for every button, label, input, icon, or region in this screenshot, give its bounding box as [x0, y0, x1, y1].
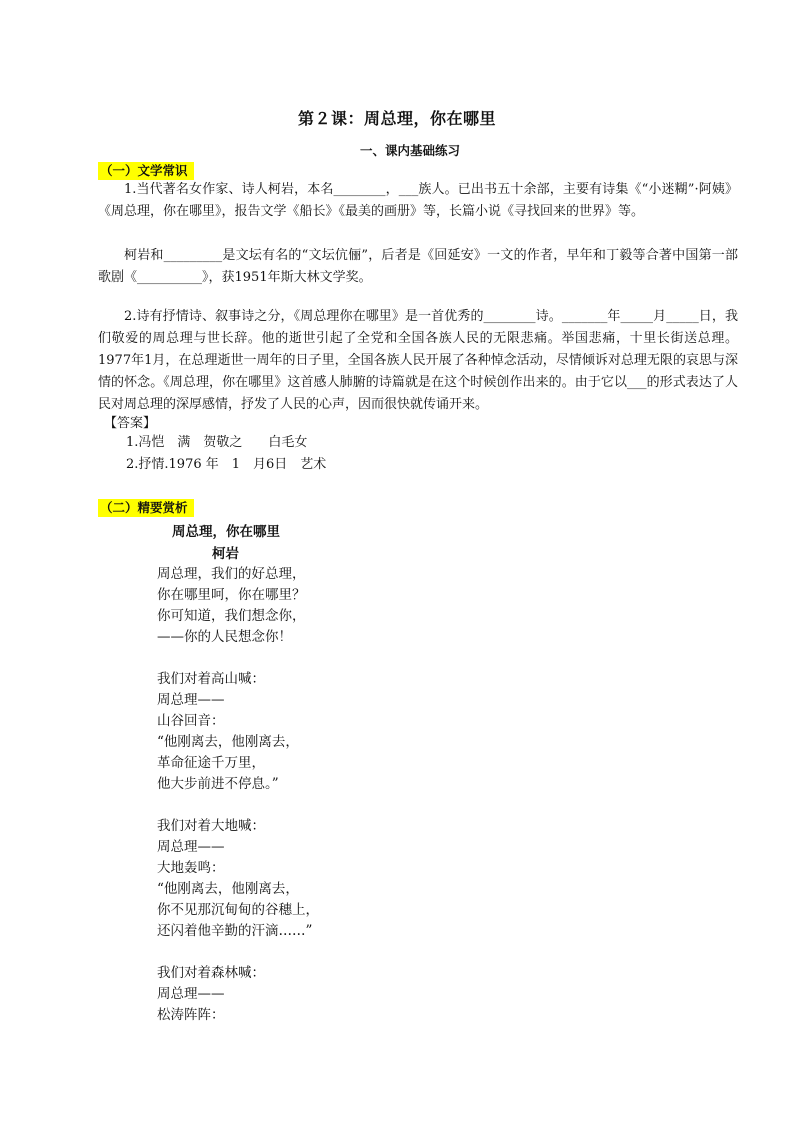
poem-line: “他刚离去，他刚离去，	[157, 734, 299, 750]
poem-line: “他刚离去，他刚离去，	[157, 881, 299, 897]
poem-line: 你在哪里呵，你在哪里？	[157, 587, 306, 603]
poem-line: 周总理——	[157, 692, 225, 708]
answer-line-1: 1.冯恺 满 贺敬之 白毛女	[126, 435, 308, 450]
poem-line: 他大步前进不停息。”	[157, 776, 279, 792]
poem-line	[157, 942, 557, 963]
poem-line: 周总理——	[157, 986, 225, 1002]
poem-line: 周总理——	[157, 839, 225, 855]
poem-line: 周总理，我们的好总理，	[157, 566, 306, 582]
poem-title: 周总理，你在哪里	[172, 524, 280, 540]
poem-author: 柯岩	[212, 546, 239, 562]
poem-line: 我们对着大地喊：	[157, 818, 265, 834]
answer-line-2: 2.抒情.1976 年 1 月6日 艺术	[126, 457, 327, 472]
poem-body	[157, 564, 557, 1026]
poem-line: 大地轰鸣：	[157, 860, 225, 876]
poem-line: 我们对着森林喊：	[157, 965, 265, 981]
poem-line: 还闪着他辛勤的汗滴……”	[157, 923, 313, 939]
poem-line: 松涛阵阵：	[157, 1007, 225, 1023]
poem-line: 我们对着高山喊：	[157, 671, 265, 687]
poem-line: 革命征途千万里，	[157, 755, 265, 771]
paragraph-couple: 柯岩和_________是文坛有名的“文坛伉俪”，后者是《回延安》一文的作者，早年和丁毅等合著中国第一部歌剧《__________》，获1951年斯大林文学奖。	[98, 248, 738, 285]
poem-line: 你不见那沉甸甸的谷穗上，	[157, 902, 319, 918]
poem-line	[157, 648, 557, 669]
page-title: 第２课：周总理，你在哪里	[297, 109, 496, 128]
section-heading-literature: （一）文学常识	[98, 162, 194, 180]
poem-line	[157, 795, 557, 816]
paragraph-poem-background: 2.诗有抒情诗、叙事诗之分，《周总理你在哪里》是一首优秀的________诗。_______年_____月_____日，我们敬爱的周总理与世长辞。他的逝世引起了全党和全国各族人民的无限悲痛。举国悲痛，十里长街送总理。1977年1月，在总理逝世一周年的日子里，全国各族人民开展了各种悼念活动，尽情倾诉对总理无限的哀思与深情的怀念。《周总理，你在哪里》这首感人肺腑的诗篇就是在这个时候创作出来的。由于它以___的形式表达了人民对周总理的深厚感情，抒发了人民的心声，因而很快就传诵开来。	[98, 309, 738, 412]
poem-line: 你可知道，我们想念你，	[157, 608, 306, 624]
answer-label: 【答案】	[104, 416, 157, 431]
section-heading-appreciation: （二）精要赏析	[98, 499, 194, 517]
paragraph-author-intro: 1.当代著名女作家、诗人柯岩，本名________，___族人。已出书五十余部，主要有诗集《“小迷糊”·阿姨》《周总理，你在哪里》，报告文学《船长》《最美的画册》等，长篇小说《寻找回来的世界》等。	[98, 182, 738, 219]
page-subtitle: 一、课内基础练习	[359, 143, 460, 158]
poem-line: 山谷回音：	[157, 713, 225, 729]
poem-line: ——你的人民想念你！	[157, 629, 292, 645]
